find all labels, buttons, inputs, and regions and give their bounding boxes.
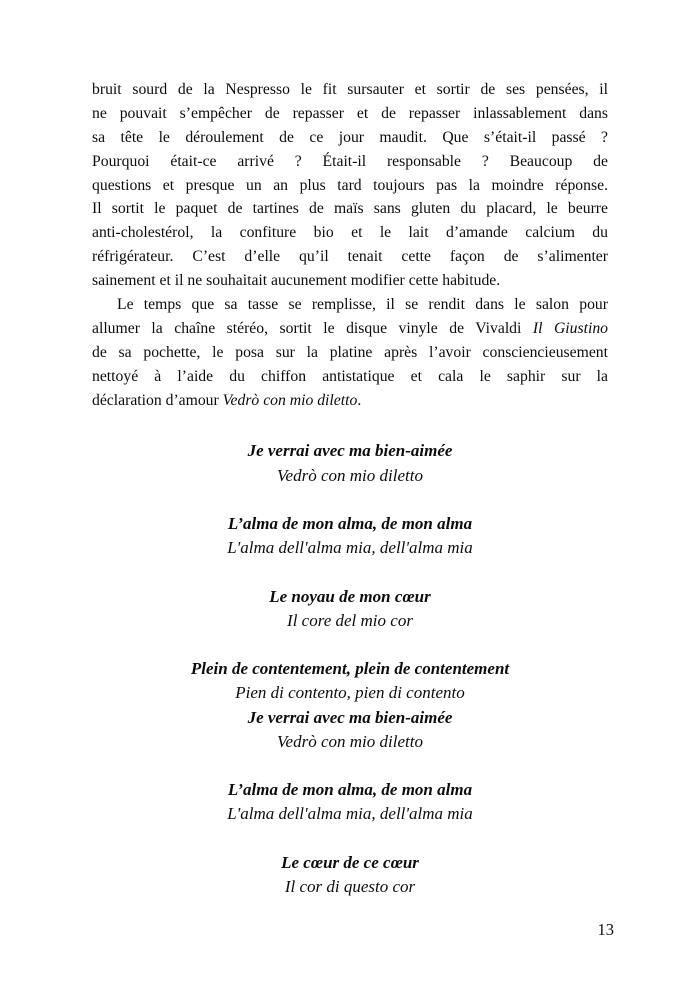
- lyrics-section: [92, 439, 608, 899]
- stanza: [92, 657, 608, 754]
- text-segment: sainement et il ne souhaitait aucunement modifier cette habitude.: [92, 272, 501, 290]
- text-line: [92, 389, 608, 413]
- lyric-line-italian: Il cor di questo cor: [284, 877, 416, 897]
- stanza: [92, 439, 608, 487]
- lyric-line-italian: Vedrò con mio diletto: [277, 465, 423, 485]
- text-segment: Le temps que sa tasse se remplisse, il se rendit dans le salon pour: [117, 296, 608, 314]
- text-line: [92, 174, 608, 198]
- lyric-line-italian: L'alma dell'alma mia, dell'alma mia: [227, 804, 473, 824]
- italic-work-title: Vedrò con mio diletto: [222, 391, 358, 409]
- stanza: [92, 585, 608, 633]
- prose-section: [92, 78, 608, 412]
- text-line: [92, 126, 608, 150]
- lyric-line-italian: Pien di contento, pien di contento: [235, 683, 465, 703]
- lyric-line-french: Je verrai avec ma bien-aimée: [247, 707, 453, 727]
- text-line: [92, 102, 608, 126]
- text-segment: de sa pochette, le posa sur la platine après l’avoir consciencieusement: [92, 343, 608, 361]
- lyric-line-italian: L'alma dell'alma mia, dell'alma mia: [227, 538, 473, 558]
- lyric-line-italian: Il core del mio cor: [287, 610, 413, 630]
- text-line: [92, 365, 608, 389]
- stanza: [92, 851, 608, 899]
- page-number: 13: [597, 920, 614, 939]
- page-content: [92, 78, 608, 923]
- text-segment: nettoyé à l’aide du chiffon antistatique et cala le saphir sur la: [92, 367, 608, 385]
- text-segment: bruit sourd de la Nespresso le fit sursauter et sortir de ses pensées, il: [92, 81, 608, 98]
- text-line: [92, 293, 608, 317]
- text-line: [92, 221, 608, 245]
- stanza: [92, 512, 608, 560]
- text-segment: réfrigérateur. C’est d’elle qu’il tenait cette façon de s’alimenter: [92, 248, 608, 266]
- lyric-line-french: Plein de contentement, plein de contentement: [190, 659, 510, 679]
- lyric-line-french: Je verrai avec ma bien-aimée: [247, 441, 453, 461]
- lyric-line-french: Le noyau de mon cœur: [269, 586, 431, 606]
- lyric-line-french: Le cœur de ce cœur: [281, 852, 419, 872]
- text-segment: Il sortit le paquet de tartines de maïs sans gluten du placard, le beurre: [92, 200, 608, 218]
- text-segment: Pourquoi était-ce arrivé ? Était-il responsable ? Beaucoup de: [92, 152, 608, 170]
- text-segment: sa tête le déroulement de ce jour maudit. Que s’était-il passé ?: [92, 128, 608, 146]
- text-segment: déclaration d’amour: [92, 391, 223, 409]
- text-line: [92, 150, 608, 174]
- text-line: [92, 317, 608, 341]
- text-line: [92, 245, 608, 269]
- paragraph: [92, 293, 608, 412]
- italic-work-title: Il Giustino: [532, 319, 608, 337]
- text-line: [92, 197, 608, 221]
- text-segment: ne pouvait s’empêcher de repasser et de repasser inlassablement dans: [92, 104, 608, 122]
- text-segment: anti-cholestérol, la confiture bio et le lait d’amande calcium du: [92, 224, 608, 242]
- text-segment: .: [357, 391, 362, 409]
- text-line: [92, 78, 608, 102]
- lyric-line-french: L’alma de mon alma, de mon alma: [227, 514, 473, 534]
- stanza: [92, 778, 608, 826]
- text-segment: questions et presque un an plus tard toujours pas la moindre réponse.: [92, 176, 608, 194]
- text-line: [92, 341, 608, 365]
- text-line: [92, 269, 608, 293]
- text-segment: allumer la chaîne stéréo, sortit le disque vinyle de Vivaldi: [92, 319, 533, 337]
- lyric-line-french: L’alma de mon alma, de mon alma: [227, 780, 473, 800]
- paragraph: [92, 78, 608, 293]
- lyric-line-italian: Vedrò con mio diletto: [277, 731, 423, 751]
